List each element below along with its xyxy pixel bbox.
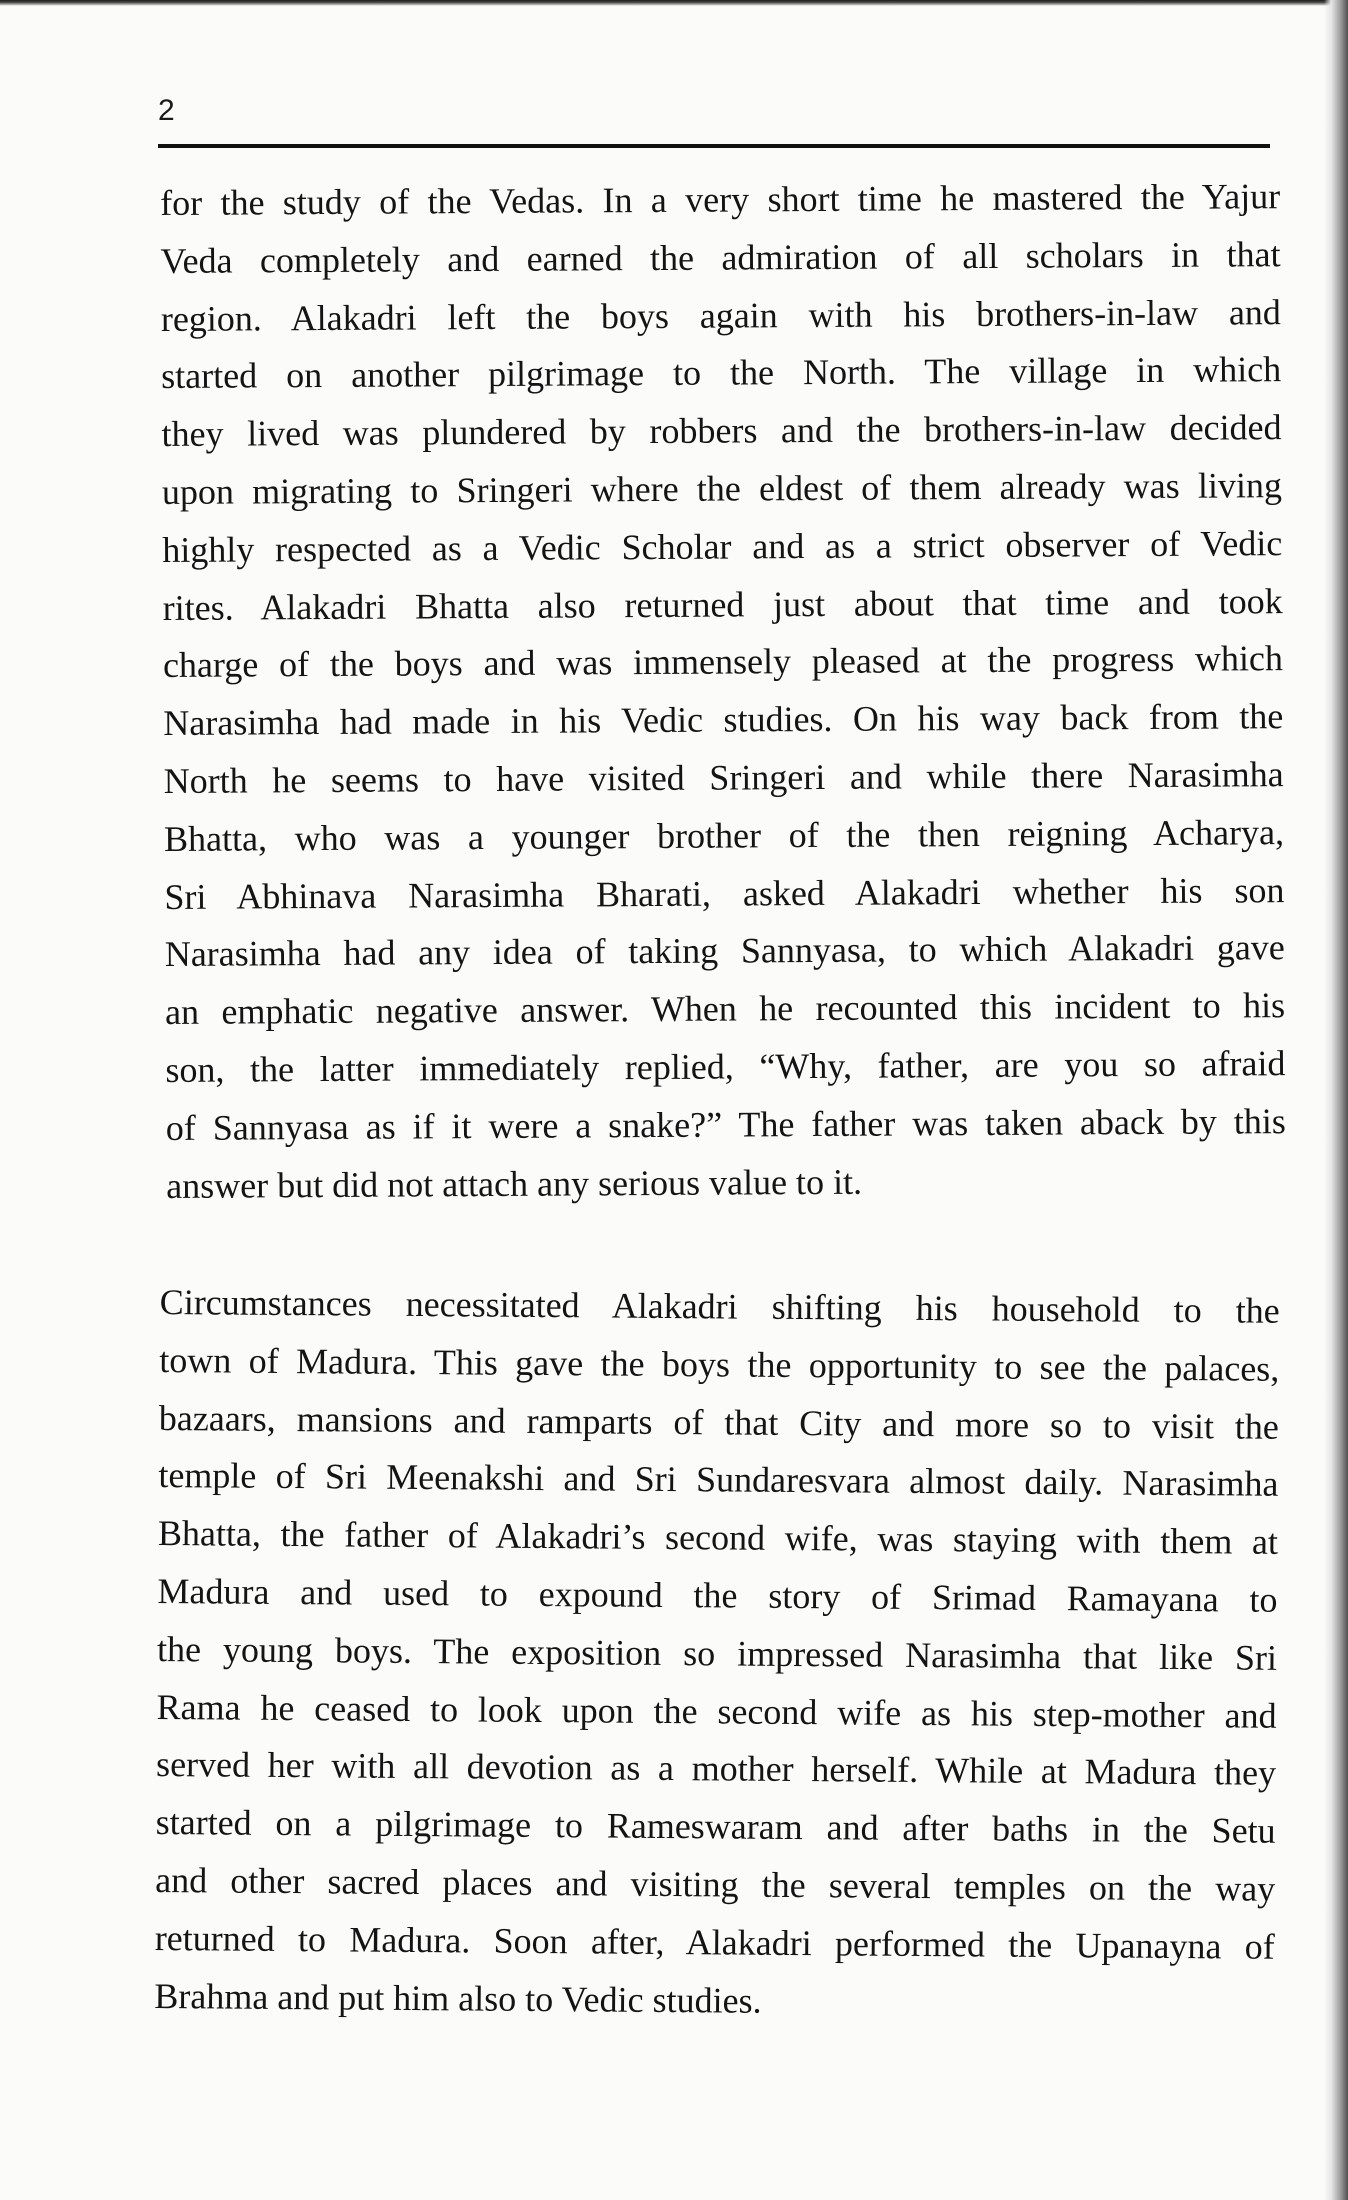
- text-line: returned to Madura. Soon after, Alakadri performed the Upanayna of: [154, 1917, 1275, 1967]
- text-line: Rama he ceased to look upon the second wife as his step-mother and: [156, 1686, 1277, 1736]
- text-line: served her with all devotion as a mother herself. While at Madura they: [155, 1744, 1277, 1794]
- text-line: Bhatta, who was a younger brother of the then reigning Acharya,: [163, 811, 1285, 859]
- text-line: they lived was plundered by robbers and the brothers-in-law decided: [161, 407, 1282, 455]
- text-line: charge of the boys and was immensely pleased at the progress which: [162, 638, 1284, 686]
- text-line: the young boys. The exposition so impressed Narasimha that like Sri: [156, 1628, 1278, 1678]
- text-line: Bhatta, the father of Alakadri’s second wife, was staying with them at: [157, 1513, 1279, 1562]
- page-edge-shadow: [1324, 0, 1348, 2200]
- text-line: temple of Sri Meenakshi and Sri Sundaresvara almost daily. Narasimha: [158, 1455, 1279, 1505]
- text-line: Sri Abhinava Narasimha Bharati, asked Alakadri whether his son: [164, 869, 1285, 917]
- text-line: an emphatic negative answer. When he recounted this incident to his: [164, 985, 1286, 1033]
- text-line: answer but did not attach any serious value to it.: [166, 1161, 863, 1206]
- text-line: region. Alakadri left the boys again with his brothers-in-law and: [160, 291, 1281, 339]
- text-line: started on another pilgrimage to the North. The village in which: [161, 349, 1282, 397]
- page-number: 2: [158, 94, 175, 127]
- text-line: Brahma and put him also to Vedic studies.: [154, 1975, 762, 2021]
- text-line: Narasimha had any idea of taking Sannyasa, to which Alakadri gave: [164, 927, 1285, 975]
- text-line: for the study of the Vedas. In a very short time he mastered the Yajur: [160, 176, 1281, 223]
- text-line: rites. Alakadri Bhatta also returned just about that time and took: [162, 580, 1283, 628]
- text-line: town of Madura. This gave the boys the opportunity to see the palaces,: [159, 1339, 1280, 1389]
- text-line: started on a pilgrimage to Rameswaram and after baths in the Setu: [155, 1802, 1276, 1851]
- paragraph-1: [160, 168, 1286, 1215]
- header-rule: [158, 144, 1270, 148]
- text-line: bazaars, mansions and ramparts of that City and more so to visit the: [158, 1397, 1279, 1447]
- text-line: son, the latter immediately replied, “Why, father, are you so afraid: [165, 1043, 1286, 1090]
- text-line: Veda completely and earned the admiration of all scholars in that: [160, 233, 1281, 281]
- text-line: Circumstances necessitated Alakadri shifting his household to the: [159, 1281, 1280, 1331]
- text-line: and other sacred places and visiting the several temples on the way: [155, 1859, 1276, 1909]
- text-line: Madura and used to expound the story of Srimad Ramayana to: [157, 1570, 1278, 1620]
- text-line: North he seems to have visited Sringeri and while there Narasimha: [163, 754, 1284, 801]
- text-line: upon migrating to Sringeri where the eldest of them already was living: [161, 465, 1283, 512]
- text-line: highly respected as a Vedic Scholar and as a strict observer of Vedic: [162, 522, 1283, 570]
- top-edge-shadow: [0, 0, 1348, 6]
- paragraph-2: [154, 1274, 1280, 2034]
- text-line: Narasimha had made in his Vedic studies. On his way back from the: [163, 696, 1284, 744]
- text-line: of Sannyasa as if it were a snake?” The father was taken aback by this: [165, 1100, 1286, 1148]
